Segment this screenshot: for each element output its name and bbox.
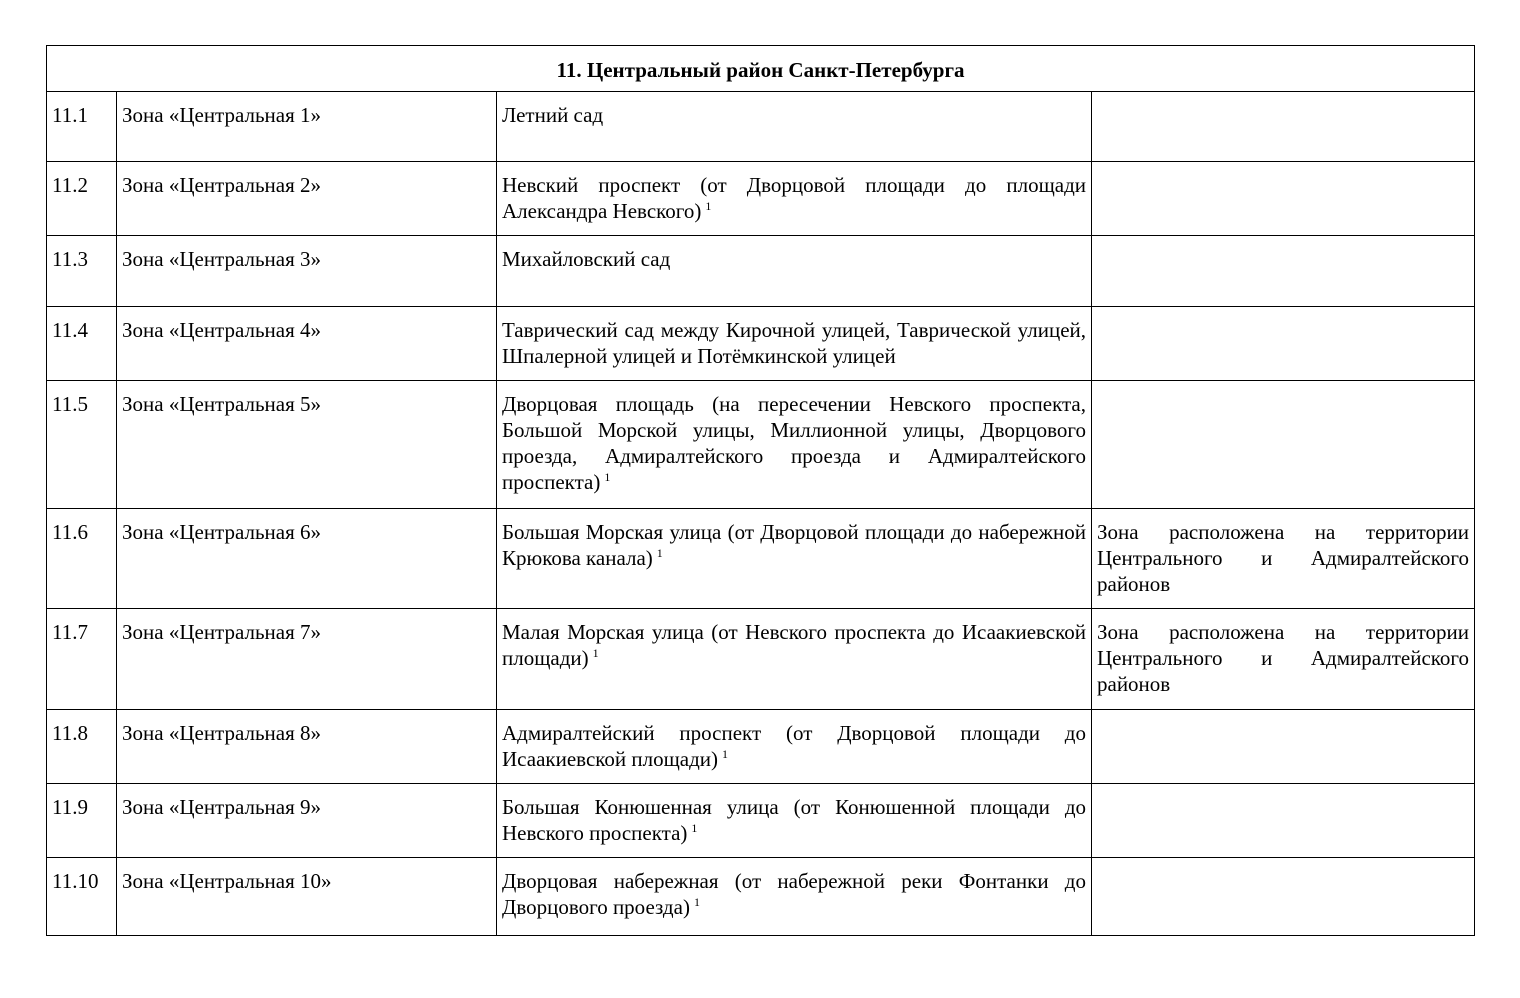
row-number: 11.9 [47,784,117,858]
zone-description: Адмиралтейский проспект (от Дворцовой площади до Исаакиевской площади) [502,721,1086,771]
footnote-marker: 1 [722,747,729,761]
row-number: 11.2 [47,162,117,236]
zone-note [1092,92,1475,162]
zone-name: Зона «Центральная 4» [117,307,497,381]
zone-note [1092,858,1475,936]
zone-name: Зона «Центральная 3» [117,236,497,307]
section-header-row [47,46,1475,92]
zone-name: Зона «Центральная 1» [117,92,497,162]
footnote-marker: 1 [691,821,698,835]
zone-note [1092,236,1475,307]
row-number: 11.1 [47,92,117,162]
table-row [47,609,1475,710]
table-row [47,509,1475,609]
zone-description: Малая Морская улица (от Невского проспекта до Исаакиевской площади) [502,620,1086,670]
zone-note [1092,307,1475,381]
zone-description: Таврический сад между Кирочной улицей, Таврической улицей, Шпалерной улицей и Потёмкинской улицей [502,318,1086,368]
zone-name: Зона «Центральная 5» [117,381,497,509]
row-number: 11.8 [47,710,117,784]
zone-description-cell [497,509,1092,609]
row-number: 11.5 [47,381,117,509]
zone-description: Невский проспект (от Дворцовой площади до площади Александра Невского) [502,173,1086,223]
footnote-marker: 1 [693,895,700,909]
zone-description-cell [497,92,1092,162]
zone-description: Михайловский сад [502,247,671,271]
footnote-marker: 1 [592,646,599,660]
zone-description-cell [497,307,1092,381]
zone-description: Летний сад [502,103,604,127]
row-number: 11.3 [47,236,117,307]
zone-note [1092,381,1475,509]
row-number: 11.10 [47,858,117,936]
zone-name: Зона «Центральная 8» [117,710,497,784]
zone-description: Большая Морская улица (от Дворцовой площади до набережной Крюкова канала) [502,520,1086,570]
zone-name: Зона «Центральная 9» [117,784,497,858]
zone-description-cell [497,609,1092,710]
footnote-marker: 1 [604,470,611,484]
zone-name: Зона «Центральная 7» [117,609,497,710]
zone-description-cell [497,381,1092,509]
zone-note: Зона расположена на территории Центрального и Адмиралтейского районов [1092,609,1475,710]
table-row [47,710,1475,784]
zone-name: Зона «Центральная 6» [117,509,497,609]
zone-note [1092,784,1475,858]
zone-name: Зона «Центральная 10» [117,858,497,936]
section-title: 11. Центральный район Санкт-Петербурга [47,46,1475,92]
zone-note [1092,162,1475,236]
zone-description-cell [497,236,1092,307]
zone-description: Большая Конюшенная улица (от Конюшенной площади до Невского проспекта) [502,795,1086,845]
table-row [47,236,1475,307]
zone-description: Дворцовая площадь (на пересечении Невского проспекта, Большой Морской улицы, Миллионной улицы, Дворцового проезда, Адмиралтейского проезда и Адмиралтейского проспекта) [502,392,1086,494]
zones-table [46,45,1475,936]
table-row [47,92,1475,162]
table-row [47,307,1475,381]
zone-description-cell [497,710,1092,784]
zone-description-cell [497,162,1092,236]
row-number: 11.4 [47,307,117,381]
table-row [47,784,1475,858]
zone-name: Зона «Центральная 2» [117,162,497,236]
table-row [47,162,1475,236]
footnote-marker: 1 [705,199,712,213]
zone-description-cell [497,858,1092,936]
zone-description-cell [497,784,1092,858]
row-number: 11.7 [47,609,117,710]
table-row [47,858,1475,936]
footnote-marker: 1 [656,546,663,560]
row-number: 11.6 [47,509,117,609]
zone-note [1092,710,1475,784]
table-row [47,381,1475,509]
zone-description: Дворцовая набережная (от набережной реки Фонтанки до Дворцового проезда) [502,869,1086,919]
zone-note: Зона расположена на территории Центрального и Адмиралтейского районов [1092,509,1475,609]
